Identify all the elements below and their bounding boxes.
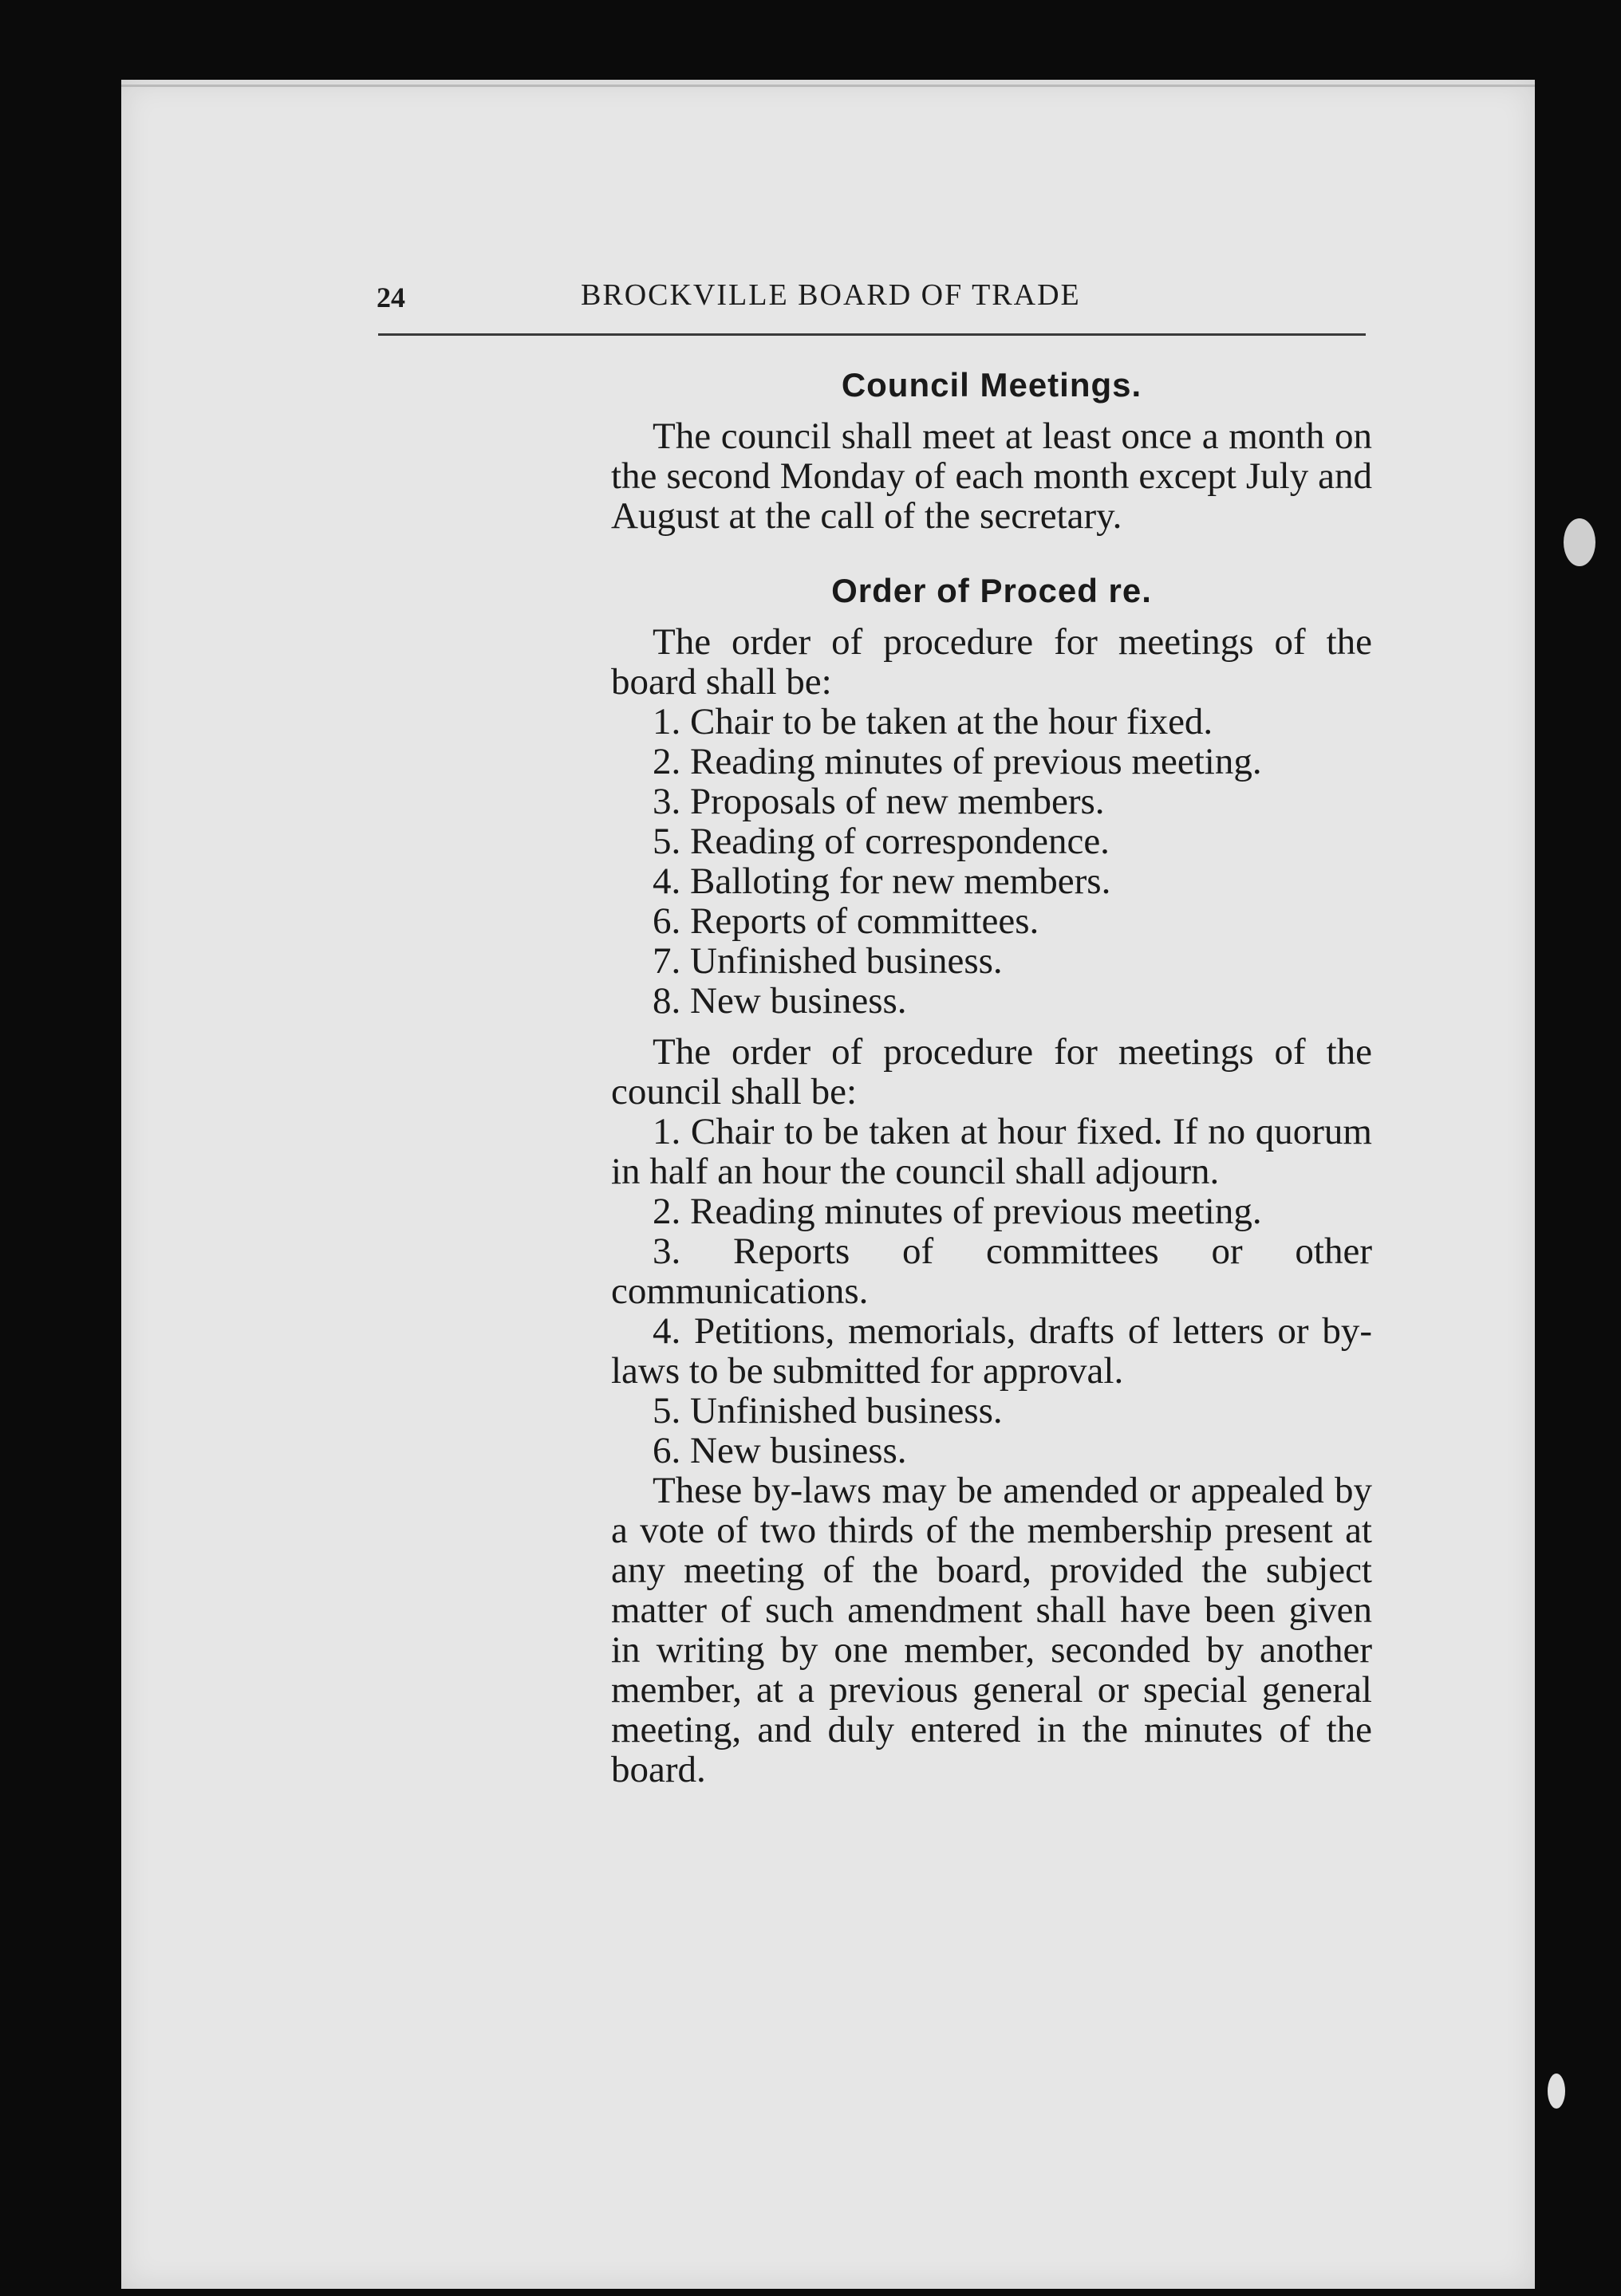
list-item: 8. New business. bbox=[653, 980, 907, 1022]
section-heading-order-of-procedure: Order of Proced re. bbox=[831, 572, 1152, 609]
list-item: 6. Reports of committees. bbox=[653, 900, 1039, 942]
section-heading-council-meetings: Council Meetings. bbox=[841, 366, 1142, 404]
list-item: 6. New business. bbox=[653, 1430, 907, 1471]
header-rule bbox=[378, 333, 1366, 336]
council-procedure-list bbox=[611, 1112, 1372, 1471]
list-item: 1. Chair to be taken at the hour fixed. bbox=[653, 701, 1213, 742]
board-procedure-list bbox=[611, 702, 1372, 1021]
page-body bbox=[611, 359, 1372, 1790]
list-item: 2. Reading minutes of previous meeting. bbox=[653, 741, 1262, 782]
list-item: 3. Reports of committees or other communications. bbox=[611, 1231, 1372, 1312]
running-title: BROCKVILLE BOARD OF TRADE bbox=[581, 278, 1081, 312]
list-item: 5. Unfinished business. bbox=[653, 1390, 1003, 1432]
list-item: 3. Proposals of new members. bbox=[653, 781, 1105, 822]
scan-speck bbox=[1564, 518, 1595, 566]
amendment-paragraph: These by-laws may be amended or appealed by a vote of two thirds of the membership present at any meeting of the board, provided the subject matter of such amendment shall have been given in writing by one member, seconded by another member, at a previous general or special general meeting, and duly entered in the minutes of the board. bbox=[611, 1470, 1372, 1790]
page-top-edge bbox=[121, 85, 1535, 87]
list-item: 5. Reading of correspondence. bbox=[653, 821, 1110, 862]
list-item: 4. Petitions, memorials, drafts of letters or by-laws to be submitted for approval. bbox=[611, 1310, 1372, 1392]
scan-speck bbox=[1548, 2073, 1565, 2109]
list-item: 4. Balloting for new members. bbox=[653, 861, 1111, 902]
council-meetings-paragraph: The council shall meet at least once a month on the second Monday of each month except July and August at the call of the secretary. bbox=[611, 415, 1372, 537]
council-procedure-intro: The order of procedure for meetings of the council shall be: bbox=[611, 1031, 1372, 1113]
board-procedure-intro: The order of procedure for meetings of the board shall be: bbox=[611, 621, 1372, 703]
list-item: 2. Reading minutes of previous meeting. bbox=[653, 1191, 1262, 1232]
page-number: 24 bbox=[377, 282, 405, 313]
list-item: 7. Unfinished business. bbox=[653, 940, 1003, 982]
list-item: 1. Chair to be taken at hour fixed. If no quorum in half an hour the council shall adjourn. bbox=[611, 1111, 1372, 1192]
page-header bbox=[377, 274, 1366, 313]
